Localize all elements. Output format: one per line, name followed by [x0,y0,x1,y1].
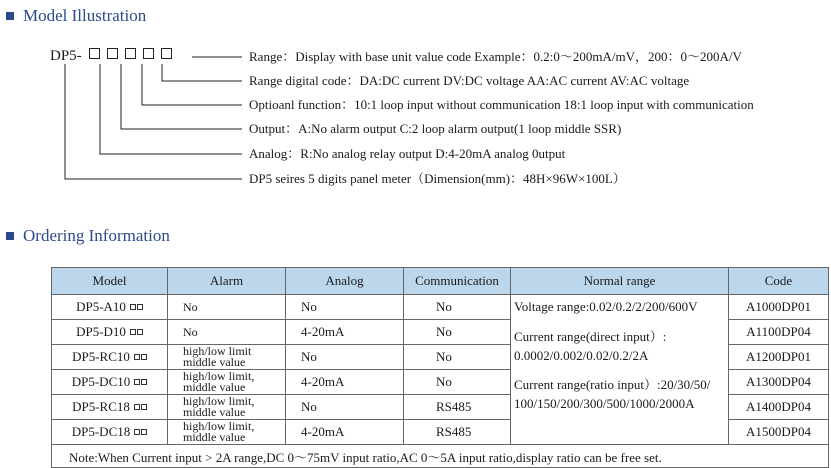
header-model: Model [52,268,168,295]
output-description: Output：A:No alarm output C:2 loop alarm output(1 loop middle SSR) [249,121,622,136]
header-analog: Analog [286,268,404,295]
communication-cell: No [404,295,511,320]
note-row [52,445,829,468]
code-cell: A1100DP04 [729,320,829,345]
current-direct-range-values: 0.0002/0.002/0.02/0.2/2A [514,348,649,363]
model-value: DP5-DC10 [71,374,131,389]
ordering-information-title: Ordering Information [23,226,170,245]
current-ratio-range-label: Current range(ratio input）:20/30/50/ [514,377,711,392]
alarm-cell: high/low limit, middle value [168,370,286,395]
code-cell: A1200DP01 [729,345,829,370]
analog-cell: No [286,345,404,370]
current-direct-range-label: Current range(direct input）: [514,329,667,344]
range-code-description: Range digital code：DA:DC current DV:DC voltage AA:AC current AV:AC voltage [249,73,690,88]
analog-cell: No [286,295,404,320]
model-value: DP5-RC10 [72,349,130,364]
model-value: DP5-D10 [76,324,126,339]
connector-line-function [142,64,242,105]
communication-cell: No [404,370,511,395]
code-cell: A1500DP04 [729,420,829,445]
communication-cell: RS485 [404,420,511,445]
code-box-icon [133,424,147,440]
model-value: DP5-A10 [76,299,126,314]
table-header-row [52,268,829,295]
current-ratio-range-values: 100/150/200/300/500/1000/2000A [514,396,695,411]
analog-cell: No [286,395,404,420]
alarm-cell: No [168,320,286,345]
model-cell [52,420,168,445]
model-cell [52,345,168,370]
alarm-cell: high/low limit, middle value [168,395,286,420]
table-row [52,295,829,320]
heading-bullet-icon [6,232,14,240]
connector-line-range-code [162,64,242,81]
model-cell [52,395,168,420]
header-alarm: Alarm [168,268,286,295]
ordering-table [51,267,829,468]
code-cell: A1300DP04 [729,370,829,395]
analog-cell: 4-20mA [286,370,404,395]
analog-description: Analog：R:No analog relay output D:4-20mA analog 0utput [249,146,566,161]
analog-cell: 4-20mA [286,320,404,345]
communication-cell: No [404,345,511,370]
function-description: Optioanl function：10:1 loop input without communication 18:1 loop input with communication [249,97,754,112]
header-code: Code [729,268,829,295]
code-cell: A1400DP04 [729,395,829,420]
code-box-icon [133,374,147,390]
code-box-icon [129,324,143,340]
alarm-cell: high/low limit, middle value [168,420,286,445]
model-cell [52,370,168,395]
model-cell [52,320,168,345]
normal-range-cell [511,295,729,445]
alarm-cell: high/low limit middle value [168,345,286,370]
header-normal-range: Normal range [511,268,729,295]
header-communication: Communication [404,268,511,295]
communication-cell: No [404,320,511,345]
series-description: DP5 seires 5 digits panel meter（Dimension(mm)：48H×96W×100L） [249,171,626,186]
model-value: DP5-DC18 [71,424,131,439]
connector-line-output [121,64,242,129]
model-cell [52,295,168,320]
note-text: Note:When Current input > 2A range,DC 0～75mV input ratio,AC 0～5A input ratio,display ratio can be free set. [52,445,829,468]
code-box-icon [133,399,147,415]
code-cell: A1000DP01 [729,295,829,320]
analog-cell: 4-20mA [286,420,404,445]
model-prefix: DP5- [50,48,82,64]
communication-cell: RS485 [404,395,511,420]
model-illustration-title: Model Illustration [23,6,147,25]
ordering-information-heading [6,226,170,246]
voltage-range: Voltage range:0.02/0.2/2/200/600V [514,299,698,314]
model-value: DP5-RC18 [72,399,130,414]
code-box-icon [129,299,143,315]
code-box-icon [133,349,147,365]
alarm-cell: No [168,295,286,320]
range-description: Range：Display with base unit value code Example：0.2:0～200mA/mV，200：0～200A/V [249,49,742,64]
